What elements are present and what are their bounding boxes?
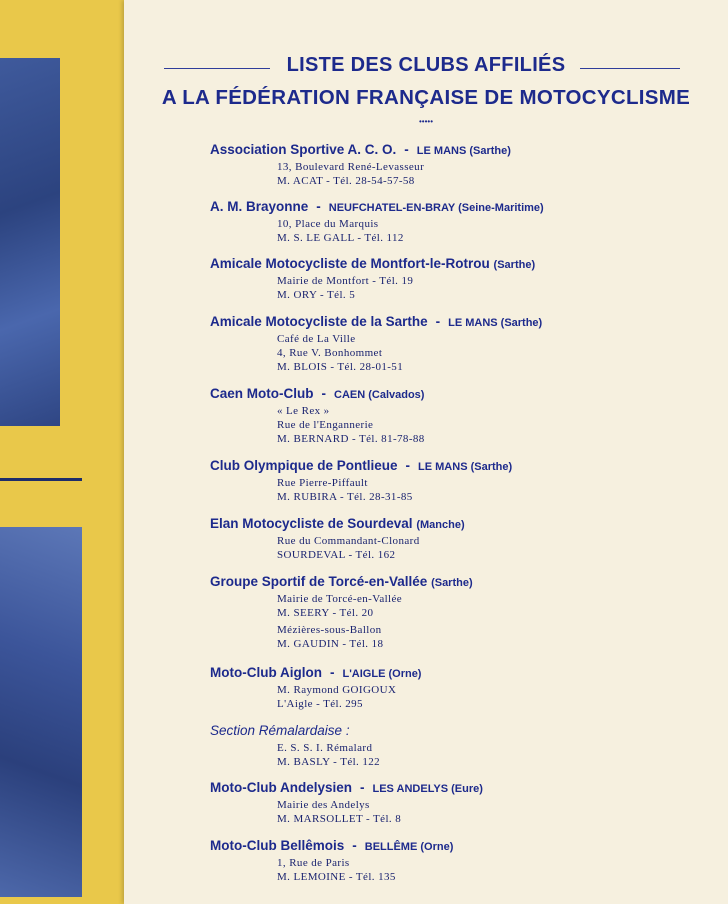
address-line: Mairie de Torcé-en-Vallée [277,593,403,605]
club-city: (Sarthe) [431,577,473,589]
club-city: (Sarthe) [493,259,536,271]
address-line: Rue du Commandant-Clonard [277,535,420,547]
club-entry: Association Sportive A. C. O. - LE MANS (Sarthe) 13, Boulevard René-Levasseur M. ACAT - Tél. 28-54-57-58 [210,142,720,188]
contact-line: M. BERNARD - Tél. 81-78-88 [277,433,425,445]
contact-line: M. LEMOINE - Tél. 135 [277,871,396,883]
club-city: LE MANS (Sarthe) [448,317,543,329]
left-photo-strip [0,0,124,904]
club-city: L'AIGLE (Orne) [342,668,422,680]
page-subtitle: A LA FÉDÉRATION FRANÇAISE DE MOTOCYCLISME [161,86,691,109]
address-line: Café de La Ville [277,333,356,345]
club-entry: Moto-Club Aiglon - L'AIGLE (Orne) M. Raymond GOIGOUX L'Aigle - Tél. 295 [210,665,720,711]
club-entry [210,256,720,302]
club-name: Caen Moto-Club [210,386,314,401]
club-city: LES ANDELYS (Eure) [372,783,483,795]
club-city: LE MANS (Sarthe) [416,145,511,157]
club-entry: Moto-Club Bellêmois - BELLÊME (Orne) 1, Rue de Paris M. LEMOINE - Tél. 135 [210,838,720,884]
club-name: Moto-Club Bellêmois [210,838,345,853]
contact-line: M. BLOIS - Tél. 28-01-51 [277,361,404,373]
club-city: NEUFCHATEL-EN-BRAY (Seine-Maritime) [328,202,544,214]
club-entry: Moto-Club Andelysien - LES ANDELYS (Eure) Mairie des Andelys M. MARSOLLET - Tél. 8 [210,780,720,826]
address-line: 4, Rue V. Bonhommet [277,347,383,359]
contact-line: M. GAUDIN - Tél. 18 [277,638,384,650]
club-name: Club Olympique de Pontlieue [210,458,398,473]
club-name: Elan Motocycliste de Sourdeval [210,516,413,531]
address-line: Rue de l'Engannerie [277,419,374,431]
address-line: Mairie des Andelys [277,799,370,811]
contact-line: M. BASLY - Tél. 122 [277,756,381,768]
address-line: Rue Pierre-Piffault [277,477,368,489]
contact-line: L'Aigle - Tél. 295 [277,698,363,710]
address-line: E. S. S. I. Rémalard [277,742,373,754]
divider [0,478,82,481]
club-name: Moto-Club Andelysien [210,780,352,795]
club-name: Groupe Sportif de Torcé-en-Vallée [210,574,428,589]
club-city: CAEN (Calvados) [334,389,425,401]
address-line: « Le Rex » [277,405,330,417]
address-line: 1, Rue de Paris [277,857,350,869]
club-entry: Caen Moto-Club - CAEN (Calvados) « Le Rex » Rue de l'Engannerie M. BERNARD - Tél. 81-78-88 [210,386,720,446]
club-entry [210,516,720,562]
club-entry [210,574,720,651]
club-city: (Manche) [416,519,465,531]
address-line: 13, Boulevard René-Levasseur [277,161,425,173]
contact-line: M. S. LE GALL - Tél. 112 [277,232,404,244]
motorcycle-photo-top [0,58,60,426]
contact-line: M. ACAT - Tél. 28-54-57-58 [277,175,415,187]
address-line: 10, Place du Marquis [277,218,379,230]
page-title: LISTE DES CLUBS AFFILIÉS [286,54,566,76]
section-name: Section Rémalardaise : [210,723,350,738]
club-name: A. M. Brayonne [210,199,309,214]
club-list-page [124,0,728,904]
contact-line: M. MARSOLLET - Tél. 8 [277,813,402,825]
address-line: Mézières-sous-Ballon [277,624,382,636]
contact-line: M. SEERY - Tél. 20 [277,607,374,619]
title-ornament: ••••• [418,117,433,126]
club-entry: Club Olympique de Pontlieue - LE MANS (Sarthe) Rue Pierre-Piffault M. RUBIRA - Tél. 28-31-85 [210,458,720,504]
club-entry: A. M. Brayonne - NEUFCHATEL-EN-BRAY (Seine-Maritime) 10, Place du Marquis M. S. LE GALL - Tél. 112 [210,199,720,245]
motorcycle-photo-bottom [0,527,82,897]
club-name: Moto-Club Aiglon [210,665,322,680]
address-line: Mairie de Montfort - Tél. 19 [277,275,414,287]
contact-line: SOURDEVAL - Tél. 162 [277,549,396,561]
contact-line: M. ORY - Tél. 5 [277,289,356,301]
club-name: Amicale Motocycliste de la Sarthe [210,314,428,329]
club-name: Association Sportive A. C. O. [210,142,397,157]
club-entry [210,723,720,769]
club-city: LE MANS (Sarthe) [418,461,513,473]
club-name: Amicale Motocycliste de Montfort-le-Rotrou [210,256,490,271]
club-entry: Amicale Motocycliste de la Sarthe - LE MANS (Sarthe) Café de La Ville 4, Rue V. Bonhommet M. BLOIS - Tél. 28-01-51 [210,314,720,374]
contact-line: M. RUBIRA - Tél. 28-31-85 [277,491,413,503]
contact-line: M. Raymond GOIGOUX [277,684,397,696]
club-city: BELLÊME (Orne) [364,841,454,853]
